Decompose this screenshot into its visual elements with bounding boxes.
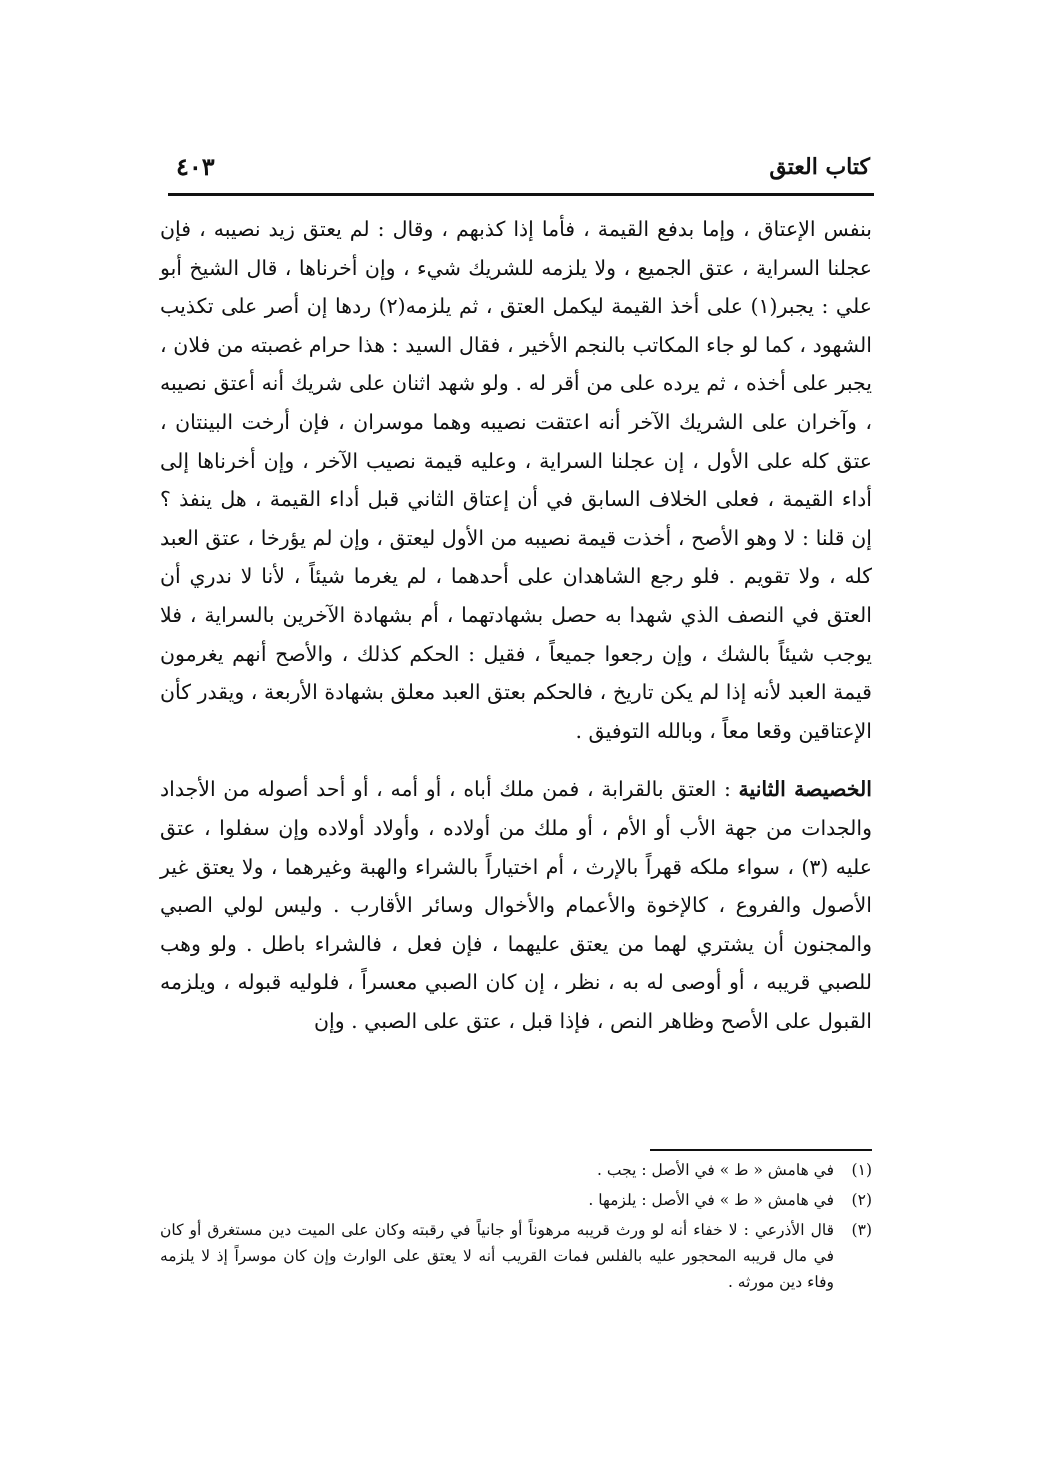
footnote-text: في هامش « ط » في الأصل : يجب .: [597, 1161, 834, 1179]
main-text: [160, 210, 872, 1040]
footnote-text: قال الأذرعي : لا خفاء أنه لو ورث قريبه مرهوناً أو جانياً في رقبته وكان على الميت دين مستغرق أو كان في مال قريبه المحجور عليه بالفلس فمات القريب أنه لا يعتق على الوارث وإن كان موسراً إذ لا يلزمه وفاء دين مورثه .: [160, 1221, 834, 1291]
footnote-text: في هامش « ط » في الأصل : يلزمها .: [588, 1191, 834, 1209]
footnote-number: (٣): [851, 1221, 872, 1239]
paragraph-2-text: : العتق بالقرابة ، فمن ملك أباه ، أو أمه ، أو أحد أصوله من الأجداد والجدات من جهة الأب أو الأم ، أو ملك من أولاده ، وأولاد أولاده وإن سفلوا ، عتق عليه (٣) ، سواء ملكه قهراً بالإرث ، أم اختياراً بالشراء والهبة وغيرهما ، ولا يعتق غير الأصول والفروع ، كالإخوة والأعمام والأخوال وسائر الأقارب . وليس لولي الصبي والمجنون أن يشتري لهما من يعتق عليهما ، فإن فعل ، فالشراء باطل . ولو وهب للصبي قريبه ، أو أوصى له به ، نظر ، إن كان الصبي معسراً ، فلوليه قبوله ، ويلزمه القبول على الأصح وظاهر النص ، فإذا قبل ، عتق على الصبي . وإن: [160, 777, 872, 1033]
section-heading: الخصيصة الثانية: [738, 777, 872, 802]
paragraph-2: [160, 770, 872, 1040]
page-header: [168, 150, 870, 190]
header-divider: [168, 193, 874, 196]
paragraph-1: بنفس الإعتاق ، وإما بدفع القيمة ، فأما إذا كذبهم ، وقال : لم يعتق زيد نصيبه ، فإن عجلنا السراية ، عتق الجميع ، ولا يلزمه للشريك شيء ، وإن أخرناها ، قال الشيخ أبو علي : يجبر(١) على أخذ القيمة ليكمل العتق ، ثم يلزمه(٢) ردها إن أصر على تكذيب الشهود ، كما لو جاء المكاتب بالنجم الأخير ، فقال السيد : هذا حرام غصبته من فلان ، يجبر على أخذه ، ثم يرده على من أقر له . ولو شهد اثنان على شريك أنه أعتق نصيبه ، وآخران على الشريك الآخر أنه اعتقت نصيبه وهما موسران ، فإن أرخت البينتان ، عتق كله على الأول ، إن عجلنا السراية ، وعليه قيمة نصيب الآخر ، وإن أخرناها إلى أداء القيمة ، فعلى الخلاف السابق في أن إعتاق الثاني قبل أداء القيمة ، هل ينفذ ؟ إن قلنا : لا وهو الأصح ، أخذت قيمة نصيبه من الأول ليعتق ، وإن لم يؤرخا ، عتق العبد كله ، ولا تقويم . فلو رجع الشاهدان على أحدهما ، لم يغرما شيئاً ، لأنا لا ندري أن العتق في النصف الذي شهدا به حصل بشهادتهما ، أم بشهادة الآخرين بالسراية ، فلا يوجب شيئاً بالشك ، وإن رجعوا جميعاً ، فقيل : الحكم كذلك ، والأصح أنهم يغرمون قيمة العبد لأنه إذا لم يكن تاريخ ، فالحكم بعتق العبد معلق بشهادة الأربعة ، ويقدر كأن الإعتاقين وقعا معاً ، وبالله التوفيق .: [160, 217, 872, 743]
footnote-1: [160, 1157, 872, 1183]
footnote-divider: [650, 1149, 872, 1151]
footnote-number: (١): [851, 1161, 872, 1179]
book-title: كتاب العتق: [769, 154, 870, 180]
footnote-3: [160, 1217, 872, 1295]
footnote-2: [160, 1187, 872, 1213]
footnotes: [160, 1157, 872, 1299]
footnote-number: (٢): [851, 1191, 872, 1209]
page-number: ٤٠٣: [176, 152, 215, 181]
